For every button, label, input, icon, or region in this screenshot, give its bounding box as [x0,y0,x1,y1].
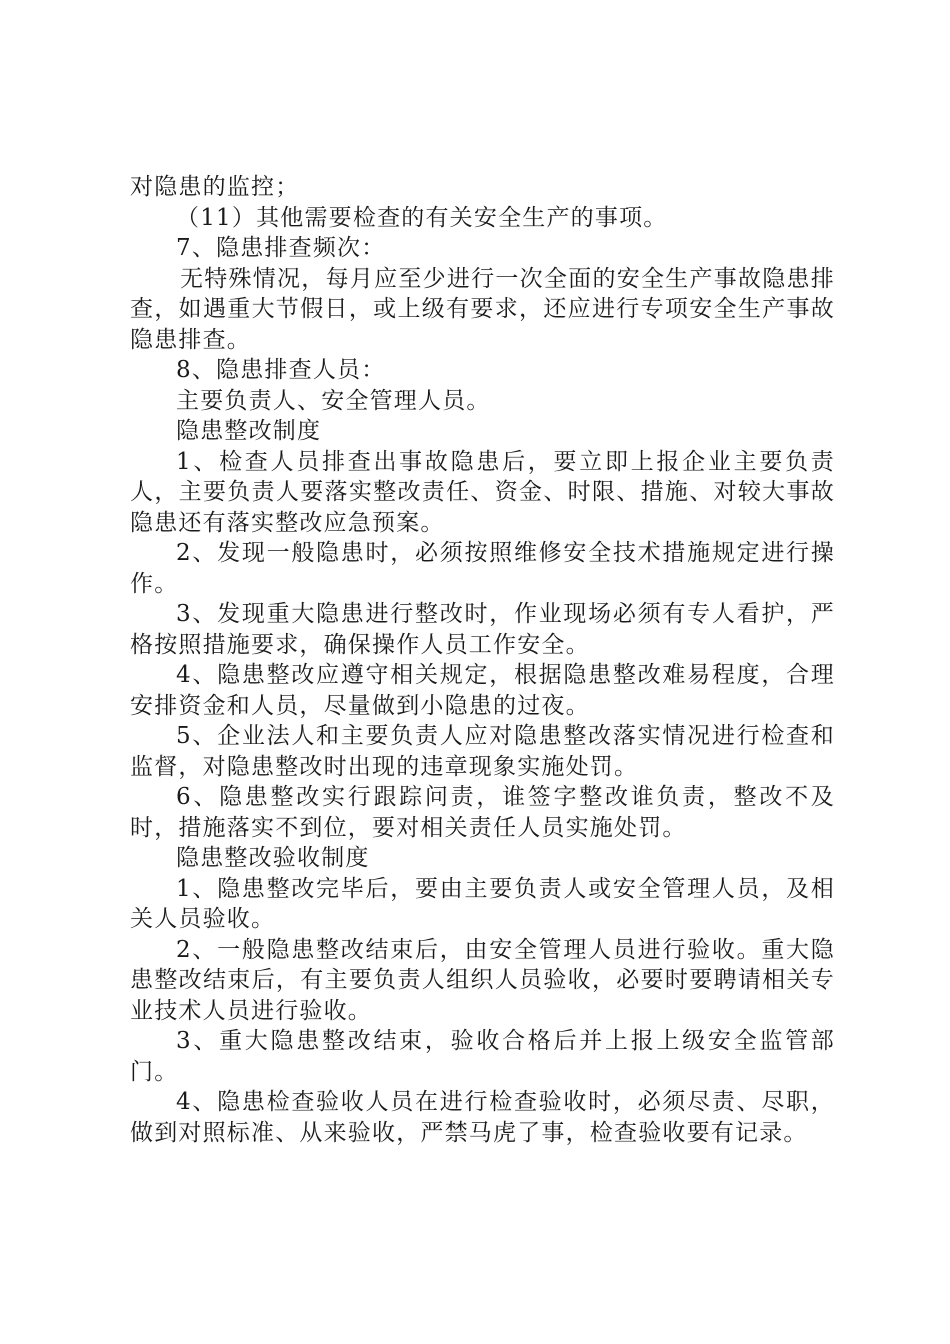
paragraph-rectification-5: 5、企业法人和主要负责人应对隐患整改落实情况进行检查和监督，对隐患整改时出现的违章现象实施处罚。 [130,723,835,780]
paragraph-acceptance-2: 2、一般隐患整改结束后，由安全管理人员进行验收。重大隐患整改结束后，有主要负责人组织人员验收，必要时要聘请相关专业技术人员进行验收。 [130,936,835,1024]
paragraph-monitoring-tail: 对隐患的监控； [130,174,300,200]
paragraph-heading-frequency: 7、隐患排查频次： [176,235,386,261]
paragraph-acceptance-1: 1、隐患整改完毕后，要由主要负责人或安全管理人员，及相关人员验收。 [130,875,835,932]
paragraph-rectification-3: 3、发现重大隐患进行整改时，作业现场必须有专人看护，严格按照措施要求，确保操作人员工作安全。 [130,601,835,658]
paragraph-rectification-6: 6、隐患整改实行跟踪问责，谁签字整改谁负责，整改不及时，措施落实不到位，要对相关责任人员实施处罚。 [130,784,835,841]
paragraph-rectification-4: 4、隐患整改应遵守相关规定，根据隐患整改难易程度，合理安排资金和人员，尽量做到小隐患的过夜。 [130,662,835,719]
paragraph-rectification-1: 1、检查人员排查出事故隐患后，要立即上报企业主要负责人，主要负责人要落实整改责任、资金、时限、措施、对较大事故隐患还有落实整改应急预案。 [130,448,835,536]
paragraph-acceptance-3: 3、重大隐患整改结束，验收合格后并上报上级安全监管部门。 [130,1028,835,1085]
paragraph-heading-personnel: 8、隐患排查人员： [176,357,386,383]
section-title-acceptance: 隐患整改验收制度 [176,845,370,871]
paragraph-personnel-body: 主要负责人、安全管理人员。 [176,387,491,414]
paragraph-item-11: （11）其他需要检查的有关安全生产的事项。 [176,204,668,231]
document-body [130,172,835,1148]
paragraph-rectification-2: 2、发现一般隐患时，必须按照维修安全技术措施规定进行操作。 [130,540,835,597]
paragraph-acceptance-4: 4、隐患检查验收人员在进行检查验收时，必须尽责、尽职，做到对照标准、从来验收，严禁马虎了事，检查验收要有记录。 [130,1089,835,1146]
paragraph-frequency-body: 无特殊情况，每月应至少进行一次全面的安全生产事故隐患排查，如遇重大节假日，或上级有要求，还应进行专项安全生产事故隐患排查。 [130,265,835,353]
section-title-rectification: 隐患整改制度 [176,418,322,444]
